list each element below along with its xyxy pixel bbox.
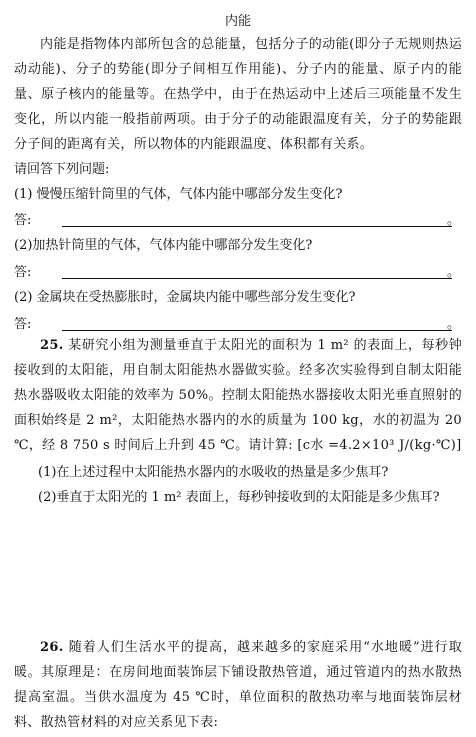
- answer-underline: [62, 226, 452, 227]
- answer-line-2[interactable]: [14, 261, 466, 281]
- question-25: [14, 333, 462, 458]
- question-25-body: 某研究小组为测量垂直于太阳光的面积为 1 m² 的表面上，每秒钟接收到的太阳能，用自制太阳能热水器做实验。经多次实验得到自制太阳能热水器吸收太阳能的效率为 50%。控制太阳能热水器接收太阳光垂直照射的面积始终是 2 m²，太阳能热水器内的水的质量为 100 kg，水的初温为 20 ℃，经 8 750 s 时间后上升到 45 ℃。请计算: [c水 =4.2×10³ J/(kg·℃)]: [14, 338, 462, 453]
- question-2: (2)加热针筒里的气体，气体内能中哪部分发生变化?: [14, 238, 313, 253]
- question-25-sub-2: (2)垂直于太阳光的 1 m² 表面上，每秒钟接收到的太阳能是多少焦耳?: [38, 490, 440, 505]
- answer-period: 。: [446, 265, 460, 280]
- question-26-body: 随着人们生活水平的提高，越来越多的家庭采用“水地暖”进行取暖。其原理是：在房间地面装饰层下铺设散热管道，通过管道内的热水散热提高室温。当供水温度为 45 ℃时，单位面积的散热功率与地面装饰层材料、散热管材料的对应关系见下表:: [14, 640, 463, 730]
- answer-line-1[interactable]: [14, 209, 466, 229]
- answer-period: 。: [446, 317, 460, 332]
- answer-line-3[interactable]: [14, 313, 466, 333]
- answer-underline: [62, 278, 452, 279]
- prompt-text: 请回答下列问题:: [14, 162, 110, 177]
- question-26-number: 26.: [40, 640, 64, 655]
- answer-label: 答:: [14, 317, 32, 332]
- question-3: (2) 金属块在受热膨胀时，金属块内能中哪些部分发生变化?: [14, 290, 356, 305]
- intro-paragraph: 内能是指物体内部所包含的总能量，包括分子的动能(即分子无规则热运动动能)、分子的势能(即分子间相互作用能)、分子内的能量、原子内的能量、原子核内的能量等。在热学中，由于在热运动中上述后三项能量不发生变化，所以内能一般指前两项。由于分子的动能跟温度有关，分子的势能跟分子间的距离有关，所以物体的内能跟温度、体积都有关系。: [14, 37, 462, 152]
- answer-label: 答:: [14, 213, 32, 228]
- question-26: [14, 635, 462, 735]
- answer-label: 答:: [14, 265, 32, 280]
- page-title: 内能: [224, 14, 251, 29]
- question-1: (1) 慢慢压缩针筒里的气体，气体内能中哪部分发生变化?: [14, 187, 343, 202]
- answer-underline: [62, 330, 452, 331]
- question-25-number: 25.: [40, 338, 64, 353]
- answer-period: 。: [446, 213, 460, 228]
- question-25-sub-1: (1)在上述过程中太阳能热水器内的水吸收的热量是多少焦耳?: [38, 465, 389, 480]
